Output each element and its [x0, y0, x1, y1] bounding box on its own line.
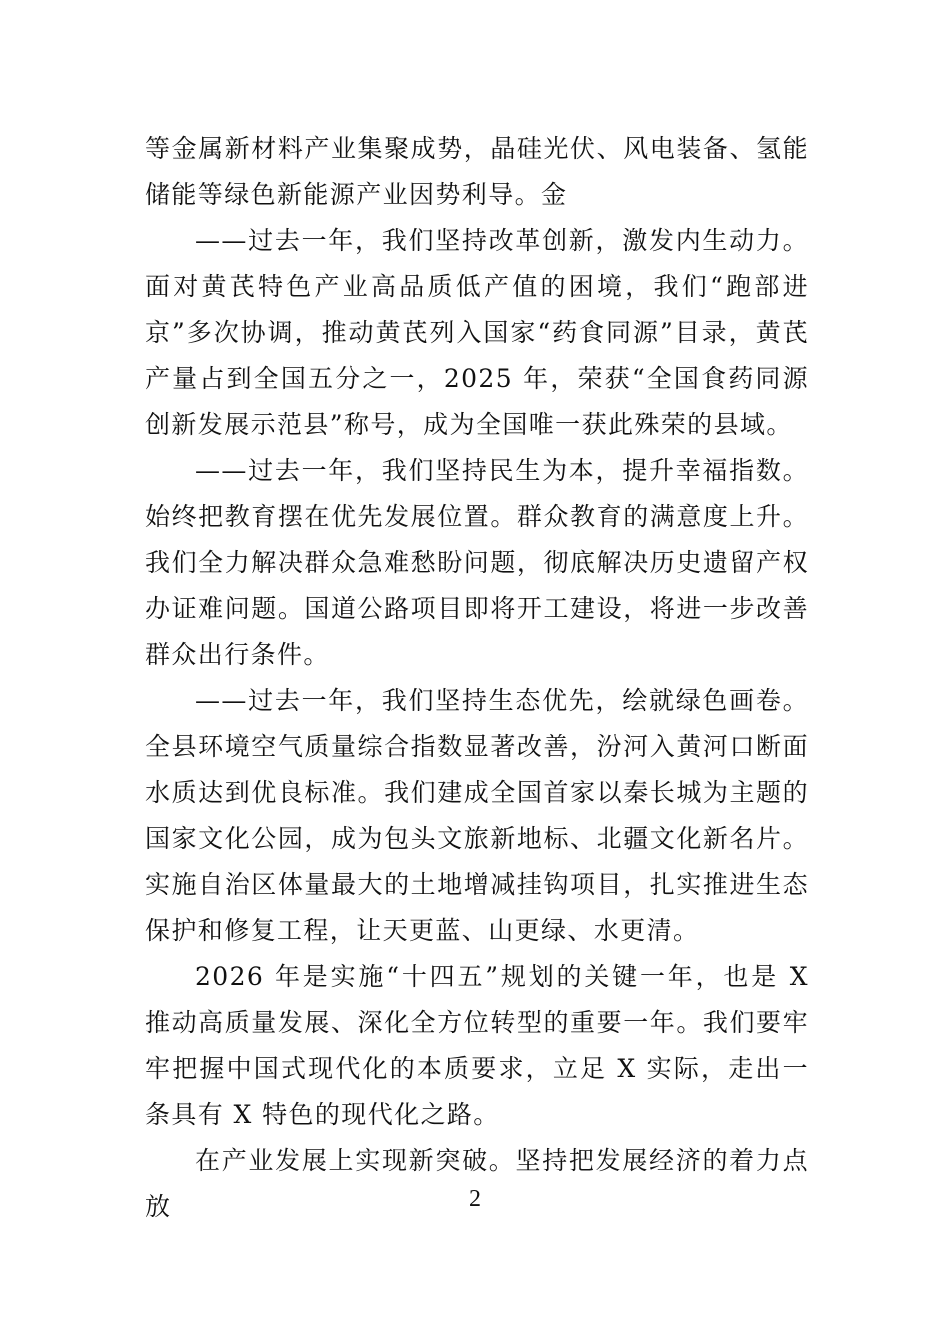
- paragraph-reform: ——过去一年，我们坚持改革创新，激发内生动力。面对黄芪特色产业高品质低产值的困境，我们“跑部进京”多次协调，推动黄芪列入国家“药食同源”目录，黄芪产量占到全国五分之一，2025 年，荣获“全国食药同源创新发展示范县”称号，成为全国唯一获此殊荣的县域。: [145, 226, 809, 439]
- body-text: [145, 126, 809, 1230]
- paragraph-industry: 在产业发展上实现新突破。坚持把发展经济的着力点放: [145, 1146, 809, 1221]
- paragraph-ecology: ——过去一年，我们坚持生态优先，绘就绿色画卷。全县环境空气质量综合指数显著改善，汾河入黄河口断面水质达到优良标准。我们建成全国首家以秦长城为主题的国家文化公园，成为包头文旅新地标、北疆文化新名片。实施自治区体量最大的土地增减挂钩项目，扎实推进生态保护和修复工程，让天更蓝、山更绿、水更清。: [145, 686, 809, 945]
- page-number: 2: [469, 1186, 481, 1212]
- paragraph-2026-plan: 2026 年是实施“十四五”规划的关键一年，也是 X 推动高质量发展、深化全方位转型的重要一年。我们要牢牢把握中国式现代化的本质要求，立足 X 实际，走出一条具有 X 特色的现代化之路。: [145, 962, 809, 1129]
- paragraph-livelihood: ——过去一年，我们坚持民生为本，提升幸福指数。始终把教育摆在优先发展位置。群众教育的满意度上升。我们全力解决群众急难愁盼问题，彻底解决历史遗留产权办证难问题。国道公路项目即将开工建设，将进一步改善群众出行条件。: [145, 456, 809, 669]
- paragraph-continuation: 等金属新材料产业集聚成势，晶硅光伏、风电装备、氢能储能等绿色新能源产业因势利导。金: [145, 134, 809, 209]
